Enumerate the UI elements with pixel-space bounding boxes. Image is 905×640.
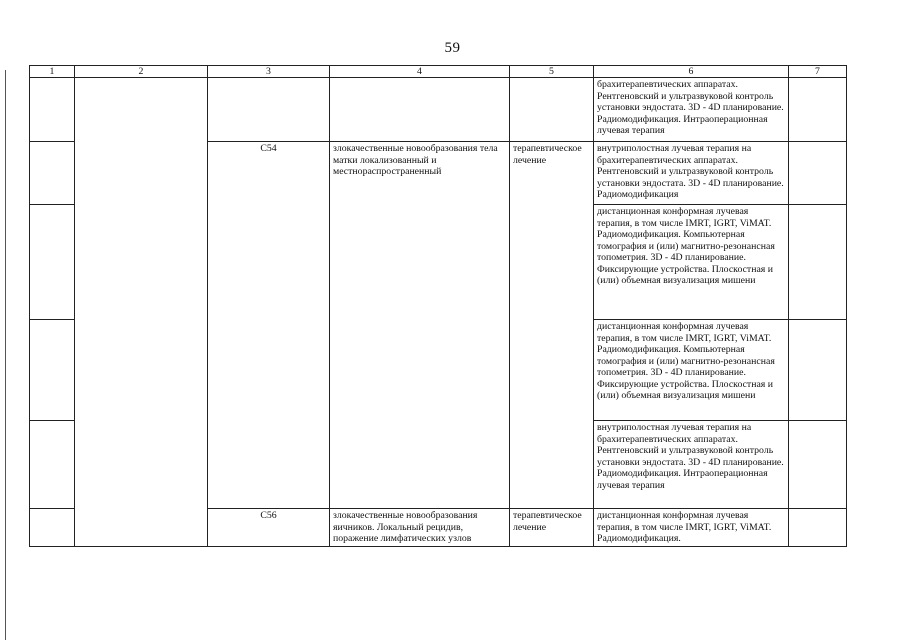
cell-method: дистанционная конформная лучевая терапия, в том числе IMRT, IGRT, ViMAT. Радиомодификация. Компьютерная томография и (или) магнитно-резонансная топометрия. 3D - 4D планирование. Фиксирующие устройства. Плоскостная и (или) объемная визуализация мишени (594, 320, 789, 421)
cell-col7 (789, 142, 847, 205)
cell-method: дистанционная конформная лучевая терапия, в том числе IMRT, IGRT, ViMAT. Радиомодификация. Компьютерная томография и (или) магнитно-резонансная топометрия. 3D - 4D планирование. Фиксирующие устройства. Плоскостная и (или) объемная визуализация мишени (594, 205, 789, 320)
cell-diagnosis (330, 78, 510, 142)
cell-code: C56 (208, 509, 330, 547)
cell-method: внутриполостная лучевая терапия на брахитерапевтических аппаратах. Рентгеновский и ультразвуковой контроль установки эндостата. 3D - 4D планирование. Радиомодификация (594, 142, 789, 205)
cell-treatment (510, 78, 594, 142)
cell-col1 (30, 78, 75, 142)
column-header-2: 2 (75, 66, 208, 78)
column-number-row (30, 66, 847, 78)
cell-method: брахитерапевтических аппаратах. Рентгеновский и ультразвуковой контроль установки эндостата. 3D - 4D планирование. Радиомодификация. Интраоперационная лучевая терапия (594, 78, 789, 142)
cell-col1 (30, 142, 75, 205)
page-left-edge (5, 70, 6, 640)
cell-col7 (789, 421, 847, 509)
page-number: 59 (444, 40, 461, 56)
column-header-6: 6 (594, 66, 789, 78)
cell-col1 (30, 320, 75, 421)
cell-col2 (75, 78, 208, 547)
cell-diagnosis: злокачественные новообразования яичников. Локальный рецидив, поражение лимфатических узлов (330, 509, 510, 547)
cell-col7 (789, 78, 847, 142)
cell-col7 (789, 205, 847, 320)
cell-col7 (789, 320, 847, 421)
cell-method: внутриполостная лучевая терапия на брахитерапевтических аппаратах. Рентгеновский и ультразвуковой контроль установки эндостата. 3D - 4D планирование. Радиомодификация. Интраоперационная лучевая терапия (594, 421, 789, 509)
cell-col7 (789, 509, 847, 547)
table-row (30, 78, 847, 142)
cell-code (208, 78, 330, 142)
column-header-3: 3 (208, 66, 330, 78)
column-header-4: 4 (330, 66, 510, 78)
cell-code: C54 (208, 142, 330, 509)
column-header-5: 5 (510, 66, 594, 78)
column-header-1: 1 (30, 66, 75, 78)
cell-diagnosis: злокачественные новообразования тела матки локализованный и местнораспространенный (330, 142, 510, 509)
cell-treatment: терапевтическое лечение (510, 509, 594, 547)
cell-col1 (30, 509, 75, 547)
cell-col1 (30, 421, 75, 509)
column-header-7: 7 (789, 66, 847, 78)
treatment-methods-table (29, 65, 847, 547)
cell-treatment: терапевтическое лечение (510, 142, 594, 509)
cell-col1 (30, 205, 75, 320)
cell-method: дистанционная конформная лучевая терапия, в том числе IMRT, IGRT, ViMAT. Радиомодификация. (594, 509, 789, 547)
